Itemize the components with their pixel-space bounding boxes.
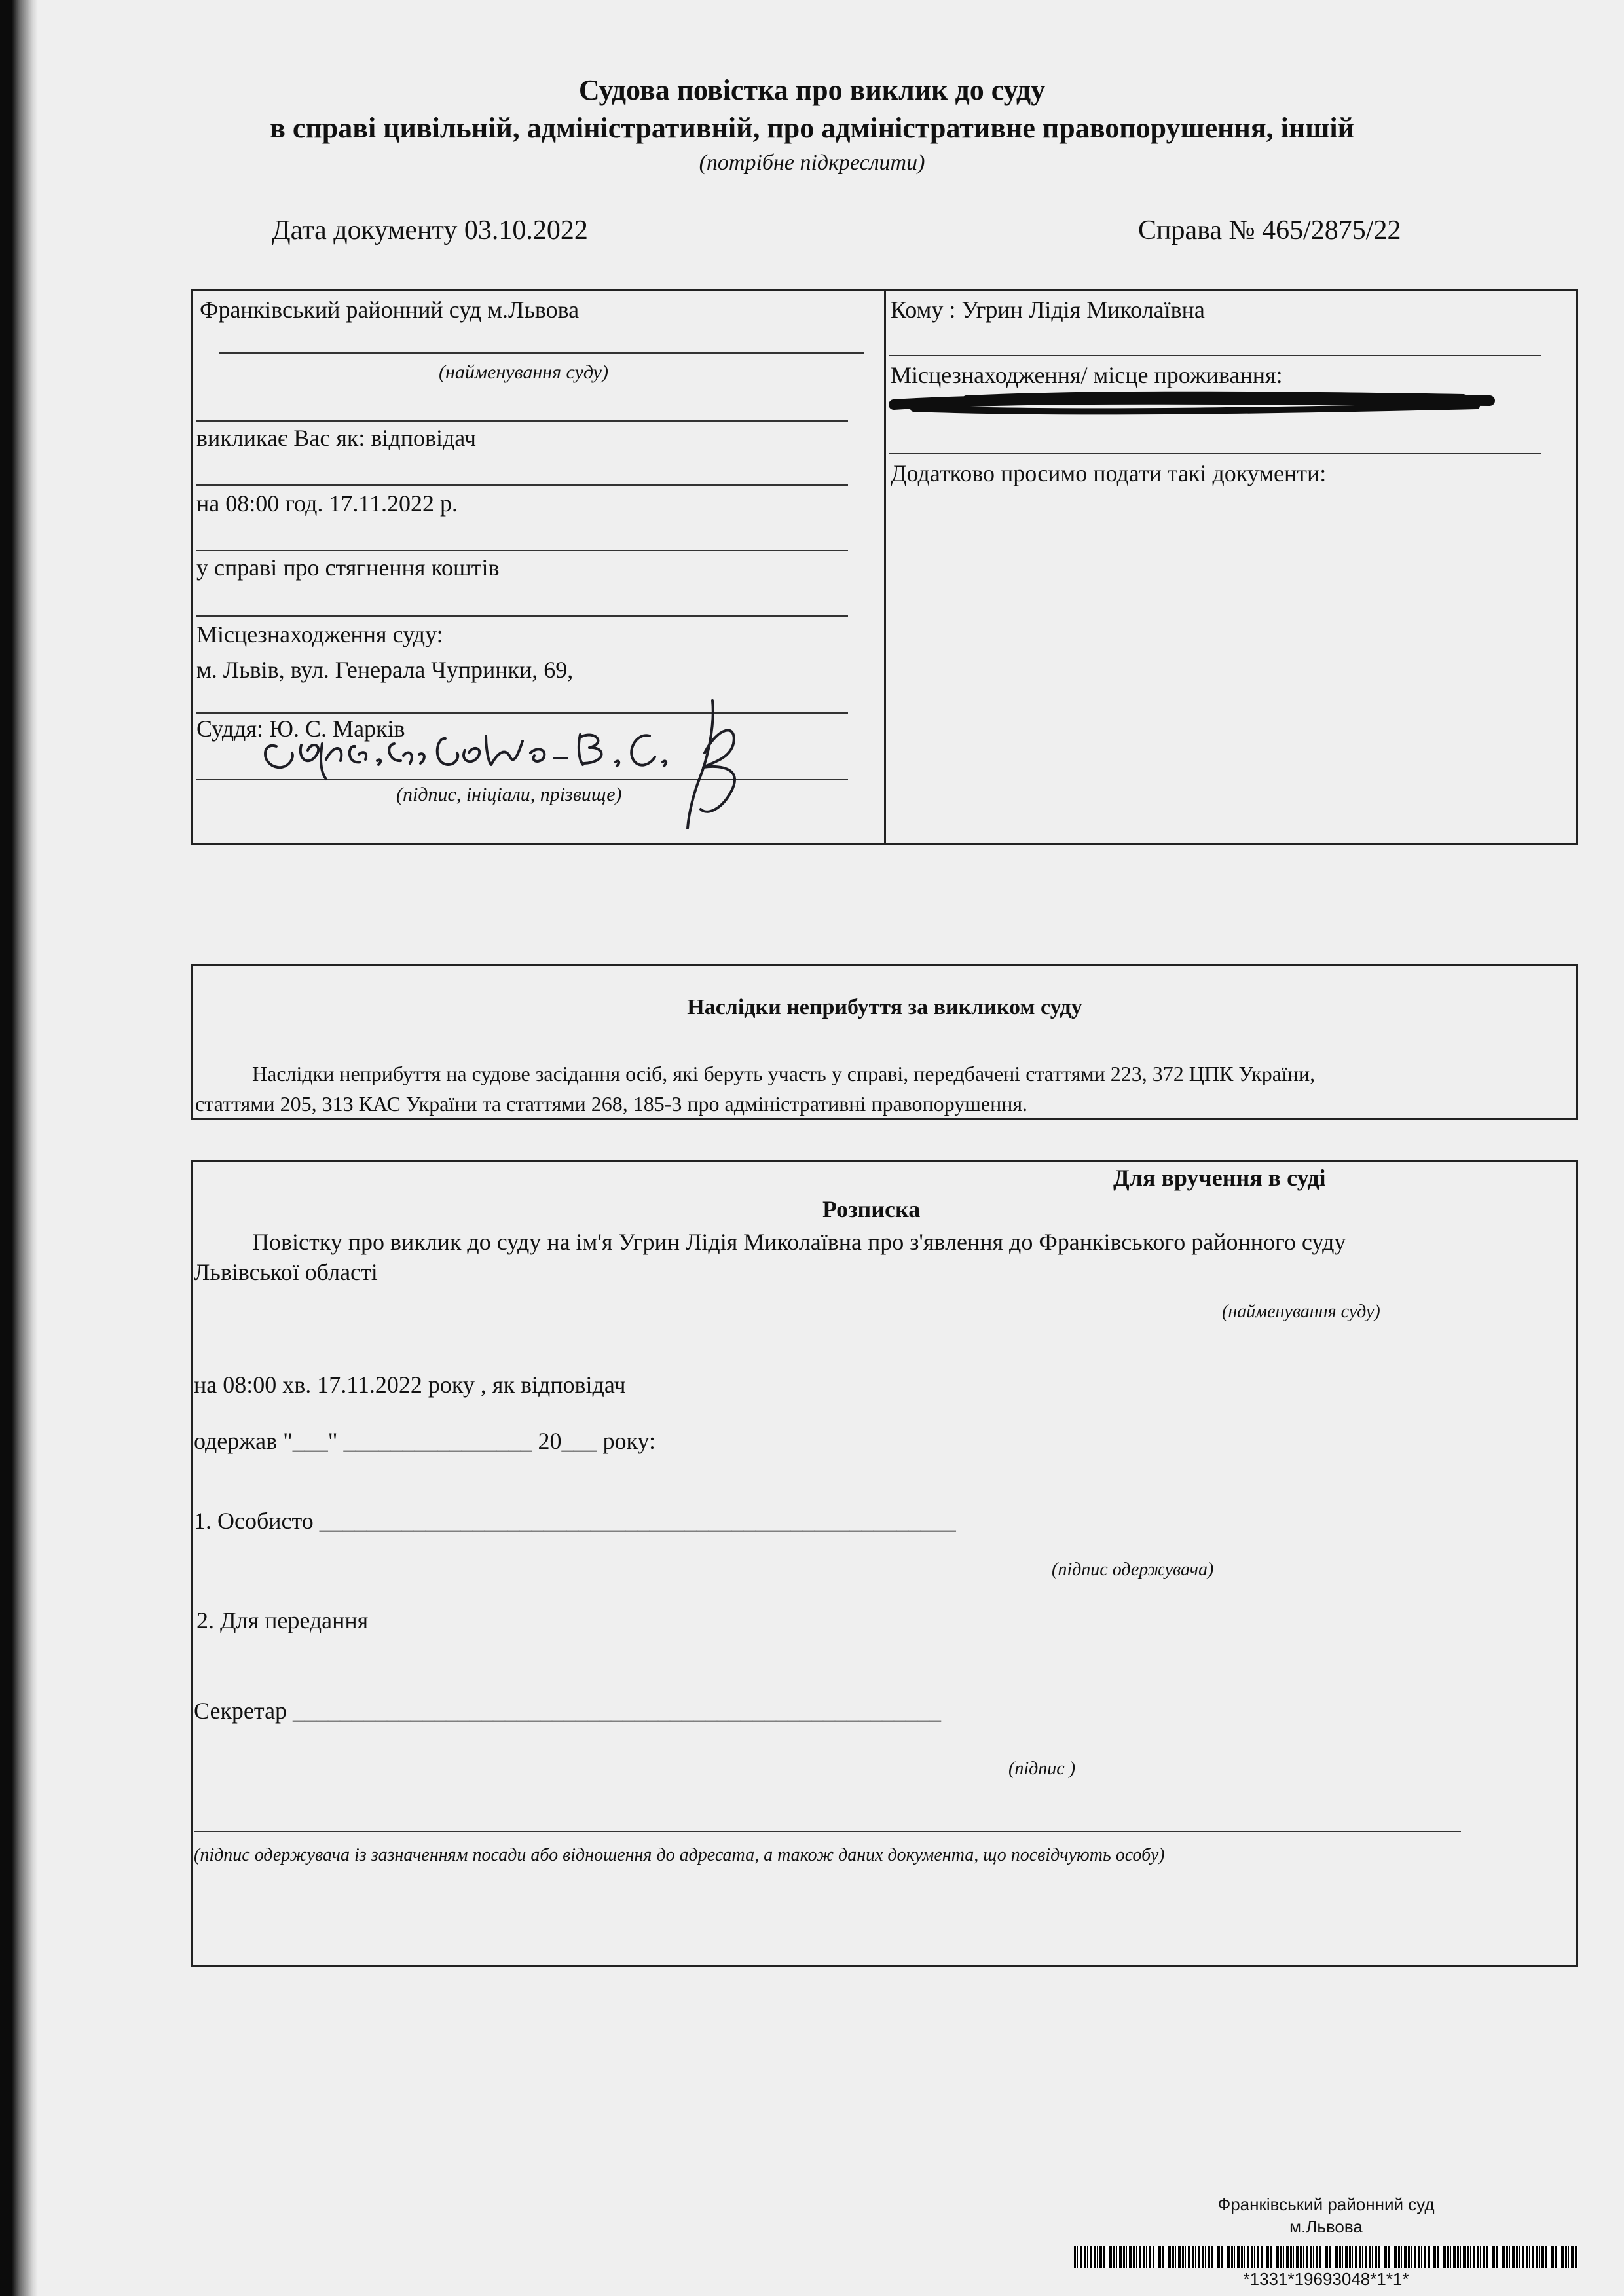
for-court-delivery: Для вручення в суді [1113,1165,1326,1191]
rule [194,1831,1461,1832]
rule [889,355,1541,356]
for-transfer-label: 2. Для передання [196,1607,369,1633]
footer-court-city: м.Львова [1289,2217,1363,2236]
rule [196,550,848,551]
recipient-signature-caption: (підпис одержувача) [1052,1559,1214,1580]
receipt-text-line2: Львівської області [194,1259,378,1285]
judge-name: Суддя: Ю. С. Марків [196,716,405,742]
consequences-title: Наслідки неприбуття за викликом суду [687,995,1082,1019]
consequences-text-line1: Наслідки неприбуття на судове засідання осіб, які беруть участь у справі, передбачені статтями 223, 372 ЦПК України, [252,1062,1316,1085]
recipient-address-label: Місцезнаходження/ місце проживання: [891,362,1283,388]
case-subject: у справі про стягнення коштів [196,555,500,581]
court-location-label: Місцезнаходження суду: [196,621,443,647]
signature-caption: (підпис, ініціали, прізвище) [396,784,622,805]
barcode-number: *1331*19693048*1*1* [1243,2269,1409,2289]
summoned-as: викликає Вас як: відповідач [196,425,476,451]
recipient-name: Кому : Угрин Лідія Миколаївна [891,297,1205,323]
document-date: Дата документу 03.10.2022 [272,215,588,246]
additional-documents-label: Додатково просимо подати такі документи: [891,460,1327,486]
rule [889,453,1541,454]
rule [219,352,864,354]
receipt-hearing-time: на 08:00 хв. 17.11.2022 року , як відповідач [194,1372,626,1398]
secretary-line: Секретар _______________________________________________________ [194,1698,942,1724]
received-date-line: одержав "___" ________________ 20___ року: [194,1428,656,1454]
receipt-court-caption: (найменування суду) [1222,1302,1380,1322]
table-divider [884,289,886,845]
case-number: Справа № 465/2875/22 [1138,215,1401,246]
hearing-time: на 08:00 год. 17.11.2022 р. [196,490,458,517]
underline-hint: (потрібне підкреслити) [699,151,925,175]
document-title: Судова повістка про виклик до суду [578,74,1046,106]
rule [196,484,848,486]
court-name-caption: (найменування суду) [439,361,608,383]
court-name: Франківський районний суд м.Львова [200,297,580,323]
footer-court-name: Франківський районний суд [1217,2195,1435,2214]
document-subtitle: в справі цивільній, адміністративній, про адміністративне правопорушення, іншій [270,112,1354,144]
personally-line: 1. Особисто ______________________________________________________ [194,1508,956,1534]
handwritten-signature [249,681,773,845]
rule [196,615,848,617]
consequences-text-line2: статтями 205, 313 КАС України та статтями 268, 185-3 про адміністративні правопорушення. [195,1092,1028,1116]
scan-edge [0,0,38,2296]
receipt-title: Розписка [822,1196,921,1222]
redaction-scribble [887,388,1503,420]
secretary-signature-caption: (підпис ) [1008,1758,1076,1779]
rule [196,420,848,422]
receipt-text-line1: Повістку про виклик до суду на ім'я Угрин Лідія Миколаївна про з'явлення до Франківського районного суду [252,1229,1346,1255]
barcode [1074,2246,1578,2268]
court-address: м. Львів, вул. Генерала Чупринки, 69, [196,657,574,683]
bottom-signature-caption: (підпис одержувача із зазначенням посади або відношення до адресата, а також даних документа, що посвідчують особу) [194,1845,1165,1865]
